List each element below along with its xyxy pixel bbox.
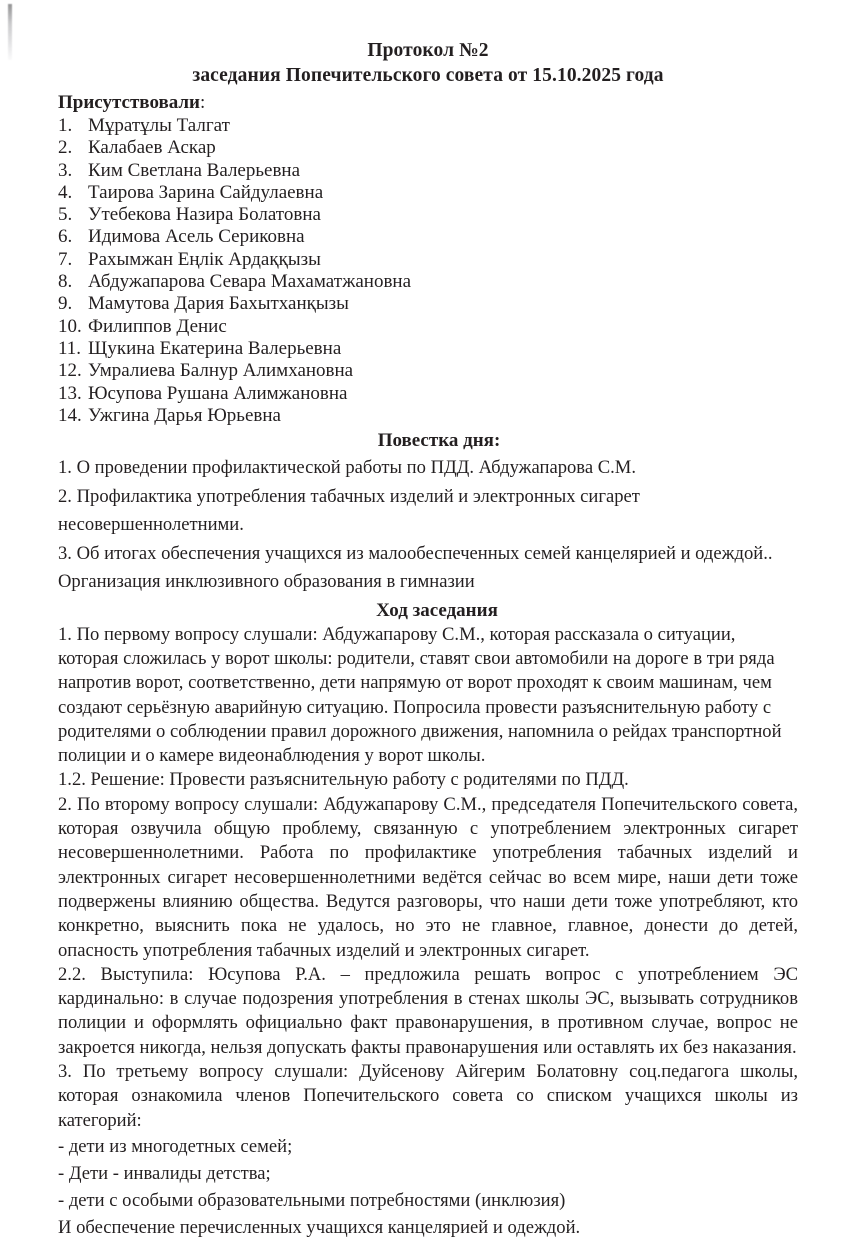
list-item-number: 13.: [58, 382, 82, 404]
list-item-label: Идимова Асель Сериковна: [88, 226, 305, 248]
list-item-number: 9.: [58, 293, 73, 315]
list-item: [58, 360, 798, 382]
course-item-1: 1. По первому вопросу слушали: Абдужапарову С.М., которая рассказала о ситуации, которая сложилась у ворот школы: родители, ставят свои автомобили на дороге в три ряда напротив ворот, соответственно, дети напрямую от ворот проходят к своим машинам, чем создают серьёзную аварийную ситуацию. Попросила провести разъяснительную работу с родителями о соблюдении правил дорожного движения, напомнила о рейдах транспортной полиции и о камере видеонаблюдения у ворот школы.: [58, 623, 782, 767]
list-item-number: 3.: [58, 159, 73, 181]
attendees-label: [58, 91, 798, 115]
list-item-label: Мамутова Дария Бахытханқызы: [88, 293, 349, 315]
attendees-label-text: Присутствовали: [58, 92, 200, 113]
list-item: [58, 338, 798, 360]
agenda-item-1: 1. О проведении профилактической работы по ПДД. Абдужапарова С.М.: [58, 457, 636, 479]
list-item-label: Мұратұлы Талгат: [88, 115, 230, 136]
list-item-label: Щукина Екатерина Валерьевна: [88, 337, 342, 359]
attendees-label-colon: :: [200, 92, 206, 113]
list-item-number: 6.: [58, 226, 73, 248]
list-item-number: 2.: [58, 137, 73, 159]
agenda-heading: Повестка дня:: [377, 430, 501, 452]
list-item-number: 14.: [58, 404, 82, 426]
list-item: [58, 293, 798, 315]
course-item-1-decision: 1.2. Решение: Провести разъяснительную работу с родителями по ПДД.: [58, 769, 629, 791]
list-item: [58, 115, 798, 137]
list-item: [58, 137, 798, 159]
list-item: [58, 160, 798, 182]
list-item-label: Ким Светлана Валерьевна: [88, 159, 301, 181]
list-item-number: 5.: [58, 204, 73, 226]
list-item-number: 4.: [58, 181, 73, 203]
list-item: [58, 182, 798, 204]
list-item: [58, 249, 798, 271]
list-item: [58, 271, 798, 293]
attendees-list: [58, 115, 798, 427]
list-item-number: 12.: [58, 360, 82, 382]
list-item: [58, 226, 798, 248]
list-item: [58, 204, 798, 226]
agenda-item-2: 2. Профилактика употребления табачных изделий и электронных сигарет несовершеннолетними.: [58, 485, 640, 536]
list-item: [58, 316, 798, 338]
list-item-label: Филиппов Денис: [88, 315, 227, 337]
category-list: [58, 1133, 798, 1238]
category-item: - дети из многодетных семей;: [58, 1135, 293, 1157]
list-item-label: Калабаев Аскар: [88, 137, 216, 159]
list-item-label: Утебекова Назира Болатовна: [88, 204, 321, 226]
document-content: [58, 38, 798, 1238]
agenda-list: [58, 454, 798, 597]
agenda-item-3: 3. Об итогах обеспечения учащихся из малообеспеченных семей канцелярией и одеждой.. Организация инклюзивного образования в гимназии: [58, 542, 773, 593]
category-item: - Дети - инвалиды детства;: [58, 1162, 271, 1184]
document-title: [58, 38, 798, 88]
list-item-number: 1.: [58, 115, 73, 136]
list-item-label: Юсупова Рушана Алимжановна: [88, 382, 348, 404]
document-title-line1: Протокол №2: [367, 40, 489, 61]
list-item-number: 7.: [58, 248, 73, 270]
list-item-label: Рахымжан Еңлік Ардаққызы: [88, 248, 321, 270]
list-item-number: 8.: [58, 271, 73, 293]
list-item: [58, 405, 798, 427]
course-item-2-speaker: 2.2. Выступила: Юсупова Р.А. – предложила решать вопрос с употреблением ЭС кардинально: в случае подозрения употребления в стенах школы ЭС, вызывать сотрудников полиции и оформлять официально факт правонарушения, в противном случае, вопрос не закроется никогда, нельзя допускать факты правонарушения или оставлять их без наказания.: [58, 963, 798, 1058]
course-item-2: 2. По второму вопросу слушали: Абдужапарову С.М., председателя Попечительского совета, которая озвучила общую проблему, связанную с употреблением электронных сигарет несовершеннолетними. Работа по профилактике употребления табачных изделий и электронных сигарет несовершеннолетними ведётся сейчас во всем мире, наши дети тоже подвержены влиянию общества. Ведутся разговоры, что наши дети тоже употребляют, кто конкретно, выяснить пока не удалось, но это не главное, главное, донести до детей, опасность употребления табачных изделий и электронных сигарет.: [58, 793, 798, 961]
list-item-number: 10.: [58, 315, 82, 337]
scan-edge-artifact: [8, 4, 12, 60]
course-item-3: 3. По третьему вопросу слушали: Дуйсенову Айгерим Болатовну соц.педагога школы, которая ознакомила членов Попечительского совета со списком учащихся школы из категорий:: [58, 1061, 798, 1131]
document-title-line2: заседания Попечительского совета от 15.10.2025 года: [192, 65, 664, 86]
course-heading: Ход заседания: [376, 599, 498, 621]
list-item-label: Таирова Зарина Сайдулаевна: [88, 181, 324, 203]
course-body: [58, 623, 798, 1238]
list-item-label: Умралиева Балнур Алимхановна: [88, 360, 354, 382]
list-item-label: Абдужапарова Севара Махаматжановна: [88, 271, 412, 293]
list-item: [58, 383, 798, 405]
list-item-label: Ужгина Дарья Юрьевна: [88, 404, 281, 426]
category-item: - дети с особыми образовательными потребностями (инклюзия): [58, 1189, 566, 1211]
list-item-number: 11.: [58, 337, 82, 359]
course-closing-text: И обеспечение перечисленных учащихся канцелярией и одеждой.: [58, 1216, 581, 1238]
